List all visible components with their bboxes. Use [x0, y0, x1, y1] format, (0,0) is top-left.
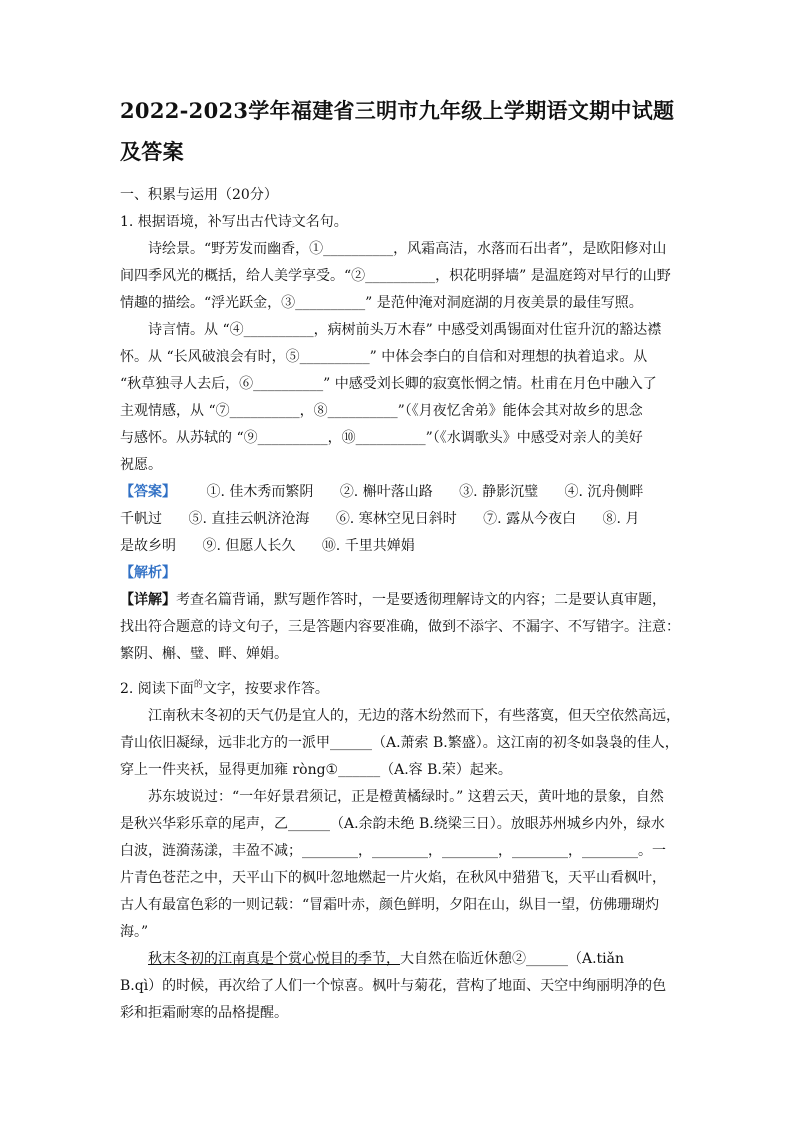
stem-superscript: 的 — [193, 680, 203, 690]
answer-item: ③. 静影沉璧 — [459, 484, 539, 500]
paragraph-line: 诗绘景。“野芳发而幽香，①__________，风霜高洁，水落而石出者”，是欧阳修对山 — [148, 241, 667, 257]
answer-item: 千帆过 — [120, 511, 162, 527]
answer-line — [120, 506, 674, 533]
answer-line — [120, 479, 674, 506]
paragraph-line: 江南秋末冬初的天气仍是宜人的，无边的落木纷然而下，有些落寞，但天空依然高远， — [148, 708, 680, 724]
analysis-line — [120, 560, 674, 587]
answer-tag: 【答案】 — [120, 484, 176, 500]
detail-text: 考查名篇背诵，默写题作答时，一是要透彻理解诗文的内容；二是要认真审题， — [176, 592, 666, 608]
answer-item: ⑧. 月 — [602, 511, 640, 527]
paragraph-line: 青山依旧凝绿，远非北方的一派甲______（A.萧索 B.繁盛）。这江南的初冬如袅袅的佳人， — [120, 735, 679, 751]
paragraph-line: 与感怀。从苏轼的 “⑨__________，⑩__________”（《水调歌头》中感受对亲人的美好 — [120, 430, 643, 446]
answer-item: ⑩. 千里共婵娟 — [321, 538, 415, 554]
answer-line — [120, 533, 674, 560]
question-2-stem — [120, 672, 674, 703]
answer-item: ⑦. 露从今夜白 — [483, 511, 577, 527]
answer-item: ⑥. 寒林空见日斜时 — [335, 511, 457, 527]
answer-item: ①. 佳木秀而繁阴 — [206, 484, 314, 500]
paragraph-line: B.qì）的时候，再次给了人们一个惊喜。枫叶与菊花，营构了地面、天空中绚丽明净的色 — [120, 978, 667, 994]
section-heading: 一、积累与运用（20分） — [120, 187, 278, 203]
question-1-stem: 1. 根据语境，补写出古代诗文名句。 — [120, 214, 348, 230]
paragraph-line: 怀。从 “长风破浪会有时，⑤__________” 中体会李白的自信和对理想的执着追求。从 — [120, 349, 648, 365]
page-title: 2022-2023学年福建省三明市九年级上学期语文期中试题及答案 — [120, 98, 675, 164]
detail-line — [120, 587, 674, 614]
paragraph-line: 祝愿。 — [120, 457, 162, 473]
paragraph-line: 片青色苍茫之中，天平山下的枫叶忽地燃起一片火焰，在秋风中猎猎飞，天平山看枫叶， — [120, 870, 666, 886]
analysis-tag: 【解析】 — [120, 565, 176, 581]
paragraph-line: 古人有最富色彩的一则记载：“冒霜叶赤，颜色鲜明，夕阳在山，纵目一望，仿佛珊瑚灼 — [120, 897, 660, 913]
paragraph-line: 情趣的描绘。“浮光跃金，③__________” 是范仲淹对洞庭湖的月夜美景的最佳写照。 — [120, 295, 643, 311]
paragraph-line: 是秋兴华彩乐章的尾声，乙______（A.余韵未绝 B.绕梁三日）。放眼苏州城乡内外，绿水 — [120, 816, 665, 832]
stem-text: 2. 阅读下面 — [120, 681, 194, 697]
paragraph-line: 苏东坡说过：“一年好景君须记，正是橙黄橘绿时。” 这碧云天，黄叶地的景象，自然 — [148, 789, 664, 805]
answer-item: ④. 沉舟侧畔 — [564, 484, 644, 500]
paragraph-line — [120, 946, 674, 973]
paragraph-line: “秋草独寻人去后，⑥__________” 中感受刘长卿的寂寞怅惘之情。杜甫在月色中融入了 — [120, 376, 657, 392]
answer-item: ⑨. 但愿人长久 — [202, 538, 296, 554]
paragraph-text: 大自然在临近休憩②______（A.tiǎn — [400, 951, 625, 967]
paragraph-line: 海。” — [120, 924, 149, 940]
underlined-sentence: 秋末冬初的江南真是个赏心悦目的季节， — [148, 951, 400, 967]
detail-line: 繁阴、槲、璧、畔、婵娟。 — [120, 646, 288, 662]
paragraph-line: 主观情感，从 “⑦__________，⑧__________”（《月夜忆舍弟》能体会其对故乡的思念 — [120, 403, 643, 419]
detail-tag: 【详解】 — [120, 592, 176, 608]
answer-item: 是故乡明 — [120, 538, 176, 554]
answer-item: ⑤. 直挂云帆济沧海 — [188, 511, 310, 527]
paragraph-line: 间四季风光的概括，给人美学享受。“②__________，枳花明驿墙” 是温庭筠对早行的山野 — [120, 268, 671, 284]
paragraph-line: 白波，涟漪荡漾，丰盈不减；________，________，________，________，________。一 — [120, 843, 666, 859]
answer-item: ②. 槲叶落山路 — [339, 484, 433, 500]
paragraph-line: 诗言情。从 “④__________，病树前头万木春” 中感受刘禹锡面对仕宦升沉的豁达襟 — [148, 322, 662, 338]
paragraph-line: 穿上一件夹袄，显得更加雍 ròng①______（A.容 B.荣）起来。 — [120, 762, 512, 778]
stem-text: 文字，按要求作答。 — [202, 681, 329, 697]
paragraph-line: 彩和拒霜耐寒的品格提醒。 — [120, 1005, 288, 1021]
detail-line: 找出符合题意的诗文句子，三是答题内容要准确，做到不添字、不漏字、不写错字。注意： — [120, 619, 680, 635]
